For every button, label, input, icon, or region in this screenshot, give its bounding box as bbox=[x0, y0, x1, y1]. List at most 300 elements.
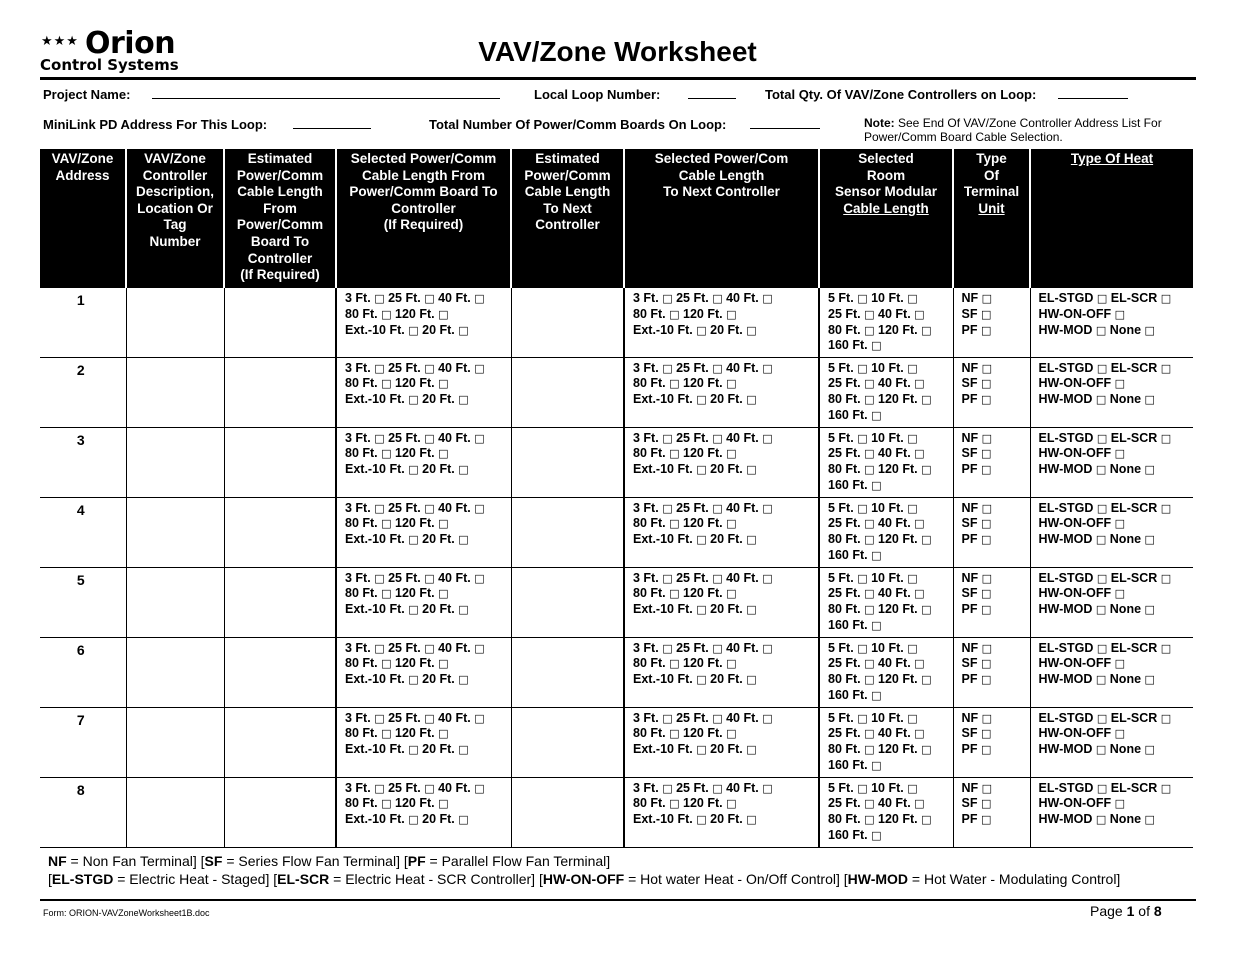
checkbox[interactable]: □ bbox=[408, 533, 419, 547]
checkbox[interactable]: □ bbox=[746, 463, 757, 477]
local-loop-field[interactable] bbox=[688, 87, 736, 99]
checkbox[interactable]: □ bbox=[726, 447, 737, 461]
checkbox[interactable]: □ bbox=[1144, 463, 1155, 477]
checkbox[interactable]: □ bbox=[1095, 603, 1107, 617]
checkbox[interactable]: □ bbox=[762, 781, 773, 795]
checkbox[interactable]: □ bbox=[980, 727, 992, 741]
checkbox[interactable]: □ bbox=[871, 339, 882, 353]
option-label: 40 Ft. bbox=[438, 710, 471, 725]
checkbox[interactable]: □ bbox=[438, 307, 449, 321]
checkbox[interactable]: □ bbox=[374, 711, 385, 725]
option-label: PF bbox=[961, 742, 978, 757]
checkbox[interactable]: □ bbox=[408, 463, 419, 477]
checkbox[interactable]: □ bbox=[914, 517, 925, 531]
option-line bbox=[962, 586, 1026, 602]
checkbox[interactable]: □ bbox=[871, 758, 882, 772]
checkbox[interactable]: □ bbox=[981, 292, 993, 305]
checkbox[interactable]: □ bbox=[1144, 673, 1155, 687]
checkbox[interactable]: □ bbox=[921, 813, 932, 827]
checkbox[interactable]: □ bbox=[381, 727, 392, 741]
minilink-field[interactable] bbox=[293, 117, 371, 129]
checkbox[interactable]: □ bbox=[1096, 781, 1108, 795]
checkbox[interactable]: □ bbox=[864, 603, 875, 617]
checkbox[interactable]: □ bbox=[1160, 501, 1172, 515]
checkbox[interactable]: □ bbox=[1114, 447, 1126, 461]
checkbox[interactable]: □ bbox=[1095, 463, 1107, 477]
checkbox[interactable]: □ bbox=[726, 377, 737, 391]
checkbox[interactable]: □ bbox=[712, 292, 723, 305]
checkbox[interactable]: □ bbox=[746, 603, 757, 617]
checkbox[interactable]: □ bbox=[1096, 292, 1108, 305]
checkbox[interactable]: □ bbox=[1096, 431, 1108, 445]
est-from-board-cell[interactable] bbox=[224, 497, 336, 567]
checkbox[interactable]: □ bbox=[857, 641, 868, 655]
checkbox[interactable]: □ bbox=[438, 377, 449, 391]
checkbox[interactable]: □ bbox=[408, 743, 419, 757]
est-to-next-cell[interactable] bbox=[511, 427, 624, 497]
checkbox[interactable]: □ bbox=[458, 813, 469, 827]
checkbox[interactable]: □ bbox=[669, 587, 680, 601]
checkbox[interactable]: □ bbox=[907, 781, 918, 795]
checkbox[interactable]: □ bbox=[871, 688, 882, 702]
checkbox[interactable]: □ bbox=[474, 501, 485, 515]
checkbox[interactable]: □ bbox=[1095, 743, 1107, 757]
total-boards-field[interactable] bbox=[750, 117, 820, 129]
checkbox[interactable]: □ bbox=[980, 393, 992, 407]
checkbox[interactable]: □ bbox=[408, 393, 419, 407]
checkbox[interactable]: □ bbox=[1160, 361, 1172, 375]
checkbox[interactable]: □ bbox=[762, 501, 773, 515]
checkbox[interactable]: □ bbox=[438, 587, 449, 601]
checkbox[interactable]: □ bbox=[458, 463, 469, 477]
checkbox[interactable]: □ bbox=[1114, 517, 1126, 531]
checkbox[interactable]: □ bbox=[712, 431, 723, 445]
checkbox[interactable]: □ bbox=[662, 571, 673, 585]
checkbox[interactable]: □ bbox=[1095, 673, 1107, 687]
checkbox[interactable]: □ bbox=[871, 478, 882, 492]
est-from-board-cell[interactable] bbox=[224, 567, 336, 637]
checkbox[interactable]: □ bbox=[921, 673, 932, 687]
option-line bbox=[1039, 726, 1190, 742]
checkbox[interactable]: □ bbox=[864, 447, 875, 461]
checkbox[interactable]: □ bbox=[864, 377, 875, 391]
checkbox[interactable]: □ bbox=[1144, 533, 1155, 547]
checkbox[interactable]: □ bbox=[1160, 571, 1172, 585]
checkbox[interactable]: □ bbox=[1096, 361, 1108, 375]
option-label: 40 Ft. bbox=[878, 796, 911, 811]
checkbox[interactable]: □ bbox=[871, 408, 882, 422]
option-label: 80 Ft. bbox=[828, 322, 861, 337]
checkbox[interactable]: □ bbox=[864, 727, 875, 741]
checkbox[interactable]: □ bbox=[921, 323, 932, 337]
checkbox[interactable]: □ bbox=[864, 587, 875, 601]
checkbox[interactable]: □ bbox=[746, 393, 757, 407]
est-from-board-cell[interactable] bbox=[224, 637, 336, 707]
checkbox[interactable]: □ bbox=[696, 463, 707, 477]
est-from-board-cell[interactable] bbox=[224, 777, 336, 847]
checkbox[interactable]: □ bbox=[857, 361, 868, 375]
est-to-next-cell[interactable] bbox=[511, 287, 624, 357]
checkbox[interactable]: □ bbox=[374, 431, 385, 445]
checkbox[interactable]: □ bbox=[438, 727, 449, 741]
checkbox[interactable]: □ bbox=[726, 797, 737, 811]
checkbox[interactable]: □ bbox=[374, 292, 385, 305]
checkbox[interactable]: □ bbox=[381, 797, 392, 811]
checkbox[interactable]: □ bbox=[1095, 323, 1107, 337]
checkbox[interactable]: □ bbox=[762, 571, 773, 585]
est-to-next-cell[interactable] bbox=[511, 567, 624, 637]
checkbox[interactable]: □ bbox=[408, 813, 419, 827]
checkbox[interactable]: □ bbox=[980, 323, 992, 337]
checkbox[interactable]: □ bbox=[907, 641, 918, 655]
checkbox[interactable]: □ bbox=[696, 533, 707, 547]
option-label: SF bbox=[961, 726, 978, 741]
description-cell[interactable] bbox=[126, 707, 224, 777]
est-from-board-cell[interactable] bbox=[224, 357, 336, 427]
est-from-board-cell[interactable] bbox=[224, 427, 336, 497]
checkbox[interactable]: □ bbox=[921, 603, 932, 617]
checkbox[interactable]: □ bbox=[696, 393, 707, 407]
checkbox[interactable]: □ bbox=[662, 361, 673, 375]
checkbox[interactable]: □ bbox=[669, 307, 680, 321]
checkbox[interactable]: □ bbox=[914, 727, 925, 741]
checkbox[interactable]: □ bbox=[762, 431, 773, 445]
checkbox[interactable]: □ bbox=[438, 447, 449, 461]
checkbox[interactable]: □ bbox=[669, 657, 680, 671]
address-cell: 4 bbox=[40, 497, 126, 567]
description-cell[interactable] bbox=[126, 777, 224, 847]
checkbox[interactable]: □ bbox=[980, 463, 992, 477]
option-label: 20 Ft. bbox=[422, 462, 455, 477]
checkbox[interactable]: □ bbox=[458, 323, 469, 337]
checkbox[interactable]: □ bbox=[474, 361, 485, 375]
checkbox[interactable]: □ bbox=[980, 447, 992, 461]
checkbox[interactable]: □ bbox=[921, 463, 932, 477]
checkbox[interactable]: □ bbox=[857, 292, 868, 305]
checkbox[interactable]: □ bbox=[474, 292, 485, 305]
legend-desc: = Electric Heat - Staged] [ bbox=[113, 870, 278, 887]
checkbox[interactable]: □ bbox=[1096, 501, 1108, 515]
checkbox[interactable]: □ bbox=[980, 587, 992, 601]
checkbox[interactable]: □ bbox=[662, 711, 673, 725]
checkbox[interactable]: □ bbox=[762, 361, 773, 375]
checkbox[interactable]: □ bbox=[762, 711, 773, 725]
checkbox[interactable]: □ bbox=[864, 533, 875, 547]
checkbox[interactable]: □ bbox=[1095, 393, 1107, 407]
checkbox[interactable]: □ bbox=[408, 603, 419, 617]
checkbox[interactable]: □ bbox=[981, 501, 993, 515]
checkbox[interactable]: □ bbox=[857, 781, 868, 795]
option-label: 25 Ft. bbox=[676, 360, 709, 375]
checkbox[interactable]: □ bbox=[746, 673, 757, 687]
checkbox[interactable]: □ bbox=[864, 463, 875, 477]
option-line bbox=[1039, 641, 1190, 657]
checkbox[interactable]: □ bbox=[424, 781, 435, 795]
checkbox[interactable]: □ bbox=[1160, 781, 1172, 795]
checkbox[interactable]: □ bbox=[871, 828, 882, 842]
checkbox[interactable]: □ bbox=[381, 307, 392, 321]
checkbox[interactable]: □ bbox=[424, 501, 435, 515]
checkbox[interactable]: □ bbox=[980, 517, 992, 531]
checkbox[interactable]: □ bbox=[381, 377, 392, 391]
checkbox[interactable]: □ bbox=[980, 377, 992, 391]
checkbox[interactable]: □ bbox=[921, 743, 932, 757]
option-label: SF bbox=[961, 796, 978, 811]
checkbox[interactable]: □ bbox=[981, 641, 993, 655]
option-label: 80 Ft. bbox=[345, 516, 378, 531]
project-name-field[interactable] bbox=[152, 87, 500, 99]
option-line bbox=[1039, 571, 1190, 587]
est-from-board-cell[interactable] bbox=[224, 707, 336, 777]
header-line: Cable Length From bbox=[361, 167, 485, 183]
option-label: HW-MOD bbox=[1038, 392, 1093, 407]
checkbox[interactable]: □ bbox=[980, 657, 992, 671]
legend bbox=[48, 853, 1120, 888]
checkbox[interactable]: □ bbox=[474, 711, 485, 725]
checkbox[interactable]: □ bbox=[1160, 292, 1172, 305]
checkbox[interactable]: □ bbox=[1096, 641, 1108, 655]
checkbox[interactable]: □ bbox=[907, 571, 918, 585]
checkbox[interactable]: □ bbox=[1144, 813, 1155, 827]
checkbox[interactable]: □ bbox=[424, 292, 435, 305]
checkbox[interactable]: □ bbox=[424, 641, 435, 655]
checkbox[interactable]: □ bbox=[871, 548, 882, 562]
checkbox[interactable]: □ bbox=[424, 431, 435, 445]
checkbox[interactable]: □ bbox=[981, 361, 993, 375]
heat-type-cell bbox=[1030, 777, 1193, 847]
est-to-next-cell[interactable] bbox=[511, 357, 624, 427]
checkbox[interactable]: □ bbox=[374, 361, 385, 375]
table-body bbox=[40, 287, 1193, 847]
header-line: Controller bbox=[391, 200, 456, 216]
checkbox[interactable]: □ bbox=[980, 533, 992, 547]
checkbox[interactable]: □ bbox=[746, 743, 757, 757]
description-cell[interactable] bbox=[126, 427, 224, 497]
checkbox[interactable]: □ bbox=[669, 517, 680, 531]
checkbox[interactable]: □ bbox=[864, 393, 875, 407]
checkbox[interactable]: □ bbox=[762, 641, 773, 655]
checkbox[interactable]: □ bbox=[712, 711, 723, 725]
description-cell[interactable] bbox=[126, 287, 224, 357]
checkbox[interactable]: □ bbox=[864, 657, 875, 671]
checkbox[interactable]: □ bbox=[1160, 641, 1172, 655]
checkbox[interactable]: □ bbox=[474, 431, 485, 445]
option-label: 80 Ft. bbox=[633, 656, 666, 671]
checkbox[interactable]: □ bbox=[864, 517, 875, 531]
checkbox[interactable]: □ bbox=[662, 292, 673, 305]
checkbox[interactable]: □ bbox=[374, 571, 385, 585]
checkbox[interactable]: □ bbox=[662, 501, 673, 515]
checkbox[interactable]: □ bbox=[1160, 431, 1172, 445]
checkbox[interactable]: □ bbox=[374, 501, 385, 515]
checkbox[interactable]: □ bbox=[857, 501, 868, 515]
est-to-next-cell[interactable] bbox=[511, 497, 624, 567]
checkbox[interactable]: □ bbox=[857, 711, 868, 725]
checkbox[interactable]: □ bbox=[474, 781, 485, 795]
checkbox[interactable]: □ bbox=[726, 517, 737, 531]
option-line bbox=[828, 392, 949, 408]
checkbox[interactable]: □ bbox=[980, 743, 992, 757]
checkbox[interactable]: □ bbox=[662, 781, 673, 795]
checkbox[interactable]: □ bbox=[864, 797, 875, 811]
checkbox[interactable]: □ bbox=[980, 673, 992, 687]
checkbox[interactable]: □ bbox=[662, 431, 673, 445]
checkbox[interactable]: □ bbox=[980, 797, 992, 811]
option-label: 20 Ft. bbox=[710, 672, 743, 687]
est-to-next-cell[interactable] bbox=[511, 637, 624, 707]
checkbox[interactable]: □ bbox=[1114, 797, 1126, 811]
checkbox[interactable]: □ bbox=[438, 797, 449, 811]
option-label: EL-SCR bbox=[1110, 640, 1158, 655]
option-label: 40 Ft. bbox=[726, 570, 759, 585]
checkbox[interactable]: □ bbox=[1144, 393, 1155, 407]
option-label: None bbox=[1109, 742, 1142, 757]
checkbox[interactable]: □ bbox=[424, 571, 435, 585]
checkbox[interactable]: □ bbox=[474, 571, 485, 585]
option-label: None bbox=[1109, 672, 1142, 687]
option-label: 3 Ft. bbox=[633, 291, 659, 305]
checkbox[interactable]: □ bbox=[1096, 571, 1108, 585]
est-from-board-cell[interactable] bbox=[224, 287, 336, 357]
checkbox[interactable]: □ bbox=[914, 587, 925, 601]
checkbox[interactable]: □ bbox=[381, 657, 392, 671]
total-qty-field[interactable] bbox=[1058, 87, 1128, 99]
checkbox[interactable]: □ bbox=[981, 571, 993, 585]
checkbox[interactable]: □ bbox=[980, 813, 992, 827]
checkbox[interactable]: □ bbox=[1095, 813, 1107, 827]
checkbox[interactable]: □ bbox=[458, 673, 469, 687]
sel-to-next-cell bbox=[624, 777, 819, 847]
checkbox[interactable]: □ bbox=[712, 641, 723, 655]
checkbox[interactable]: □ bbox=[662, 641, 673, 655]
checkbox[interactable]: □ bbox=[981, 431, 993, 445]
checkbox[interactable]: □ bbox=[669, 797, 680, 811]
checkbox[interactable]: □ bbox=[669, 447, 680, 461]
option-label: Ext.-10 Ft. bbox=[633, 462, 693, 477]
est-to-next-cell[interactable] bbox=[511, 707, 624, 777]
header-line: Cable Length bbox=[843, 200, 929, 216]
checkbox[interactable]: □ bbox=[726, 587, 737, 601]
checkbox[interactable]: □ bbox=[381, 447, 392, 461]
checkbox[interactable]: □ bbox=[1096, 711, 1108, 725]
checkbox[interactable]: □ bbox=[1160, 711, 1172, 725]
checkbox[interactable]: □ bbox=[864, 323, 875, 337]
checkbox[interactable]: □ bbox=[746, 533, 757, 547]
checkbox[interactable]: □ bbox=[864, 673, 875, 687]
checkbox[interactable]: □ bbox=[907, 361, 918, 375]
checkbox[interactable]: □ bbox=[726, 657, 737, 671]
checkbox[interactable]: □ bbox=[1114, 587, 1126, 601]
checkbox[interactable]: □ bbox=[696, 323, 707, 337]
checkbox[interactable]: □ bbox=[669, 727, 680, 741]
checkbox[interactable]: □ bbox=[712, 781, 723, 795]
description-cell[interactable] bbox=[126, 567, 224, 637]
checkbox[interactable]: □ bbox=[907, 292, 918, 305]
checkbox[interactable]: □ bbox=[696, 813, 707, 827]
checkbox[interactable]: □ bbox=[762, 292, 773, 305]
checkbox[interactable]: □ bbox=[408, 673, 419, 687]
checkbox[interactable]: □ bbox=[907, 711, 918, 725]
checkbox[interactable]: □ bbox=[374, 641, 385, 655]
checkbox[interactable]: □ bbox=[696, 743, 707, 757]
option-label: HW-MOD bbox=[1038, 532, 1093, 547]
checkbox[interactable]: □ bbox=[981, 781, 993, 795]
terminal-unit-cell bbox=[953, 497, 1030, 567]
checkbox[interactable]: □ bbox=[458, 603, 469, 617]
checkbox[interactable]: □ bbox=[914, 447, 925, 461]
checkbox[interactable]: □ bbox=[857, 571, 868, 585]
checkbox[interactable]: □ bbox=[424, 711, 435, 725]
checkbox[interactable]: □ bbox=[381, 587, 392, 601]
checkbox[interactable]: □ bbox=[1144, 743, 1155, 757]
checkbox[interactable]: □ bbox=[726, 727, 737, 741]
checkbox[interactable]: □ bbox=[696, 603, 707, 617]
checkbox[interactable]: □ bbox=[458, 743, 469, 757]
checkbox[interactable]: □ bbox=[712, 361, 723, 375]
checkbox[interactable]: □ bbox=[980, 603, 992, 617]
checkbox[interactable]: □ bbox=[914, 657, 925, 671]
description-cell[interactable] bbox=[126, 357, 224, 427]
option-line bbox=[962, 711, 1026, 727]
checkbox[interactable]: □ bbox=[1114, 307, 1126, 321]
checkbox[interactable]: □ bbox=[746, 323, 757, 337]
est-to-next-cell[interactable] bbox=[511, 777, 624, 847]
checkbox[interactable]: □ bbox=[1114, 727, 1126, 741]
checkbox[interactable]: □ bbox=[712, 501, 723, 515]
option-label: 5 Ft. bbox=[828, 500, 854, 515]
checkbox[interactable]: □ bbox=[864, 307, 875, 321]
checkbox[interactable]: □ bbox=[438, 657, 449, 671]
checkbox[interactable]: □ bbox=[1095, 533, 1107, 547]
checkbox[interactable]: □ bbox=[1144, 603, 1155, 617]
checkbox[interactable]: □ bbox=[1114, 657, 1126, 671]
checkbox[interactable]: □ bbox=[458, 393, 469, 407]
description-cell[interactable] bbox=[126, 637, 224, 707]
checkbox[interactable]: □ bbox=[907, 501, 918, 515]
checkbox[interactable]: □ bbox=[1114, 377, 1126, 391]
checkbox[interactable]: □ bbox=[907, 431, 918, 445]
checkbox[interactable]: □ bbox=[914, 307, 925, 321]
checkbox[interactable]: □ bbox=[864, 813, 875, 827]
checkbox[interactable]: □ bbox=[746, 813, 757, 827]
checkbox[interactable]: □ bbox=[374, 781, 385, 795]
checkbox[interactable]: □ bbox=[712, 571, 723, 585]
checkbox[interactable]: □ bbox=[408, 323, 419, 337]
checkbox[interactable]: □ bbox=[424, 361, 435, 375]
checkbox[interactable]: □ bbox=[696, 673, 707, 687]
heat-type-cell bbox=[1030, 287, 1193, 357]
checkbox[interactable]: □ bbox=[669, 377, 680, 391]
checkbox[interactable]: □ bbox=[981, 711, 993, 725]
checkbox[interactable]: □ bbox=[1144, 323, 1155, 337]
checkbox[interactable]: □ bbox=[381, 517, 392, 531]
checkbox[interactable]: □ bbox=[438, 517, 449, 531]
checkbox[interactable]: □ bbox=[914, 377, 925, 391]
checkbox[interactable]: □ bbox=[980, 307, 992, 321]
option-label: 80 Ft. bbox=[633, 446, 666, 461]
option-label: PF bbox=[961, 672, 978, 687]
checkbox[interactable]: □ bbox=[921, 533, 932, 547]
checkbox[interactable]: □ bbox=[864, 743, 875, 757]
checkbox[interactable]: □ bbox=[474, 641, 485, 655]
description-cell[interactable] bbox=[126, 497, 224, 567]
checkbox[interactable]: □ bbox=[914, 797, 925, 811]
checkbox[interactable]: □ bbox=[458, 533, 469, 547]
checkbox[interactable]: □ bbox=[871, 618, 882, 632]
checkbox[interactable]: □ bbox=[921, 393, 932, 407]
checkbox[interactable]: □ bbox=[857, 431, 868, 445]
checkbox[interactable]: □ bbox=[726, 307, 737, 321]
